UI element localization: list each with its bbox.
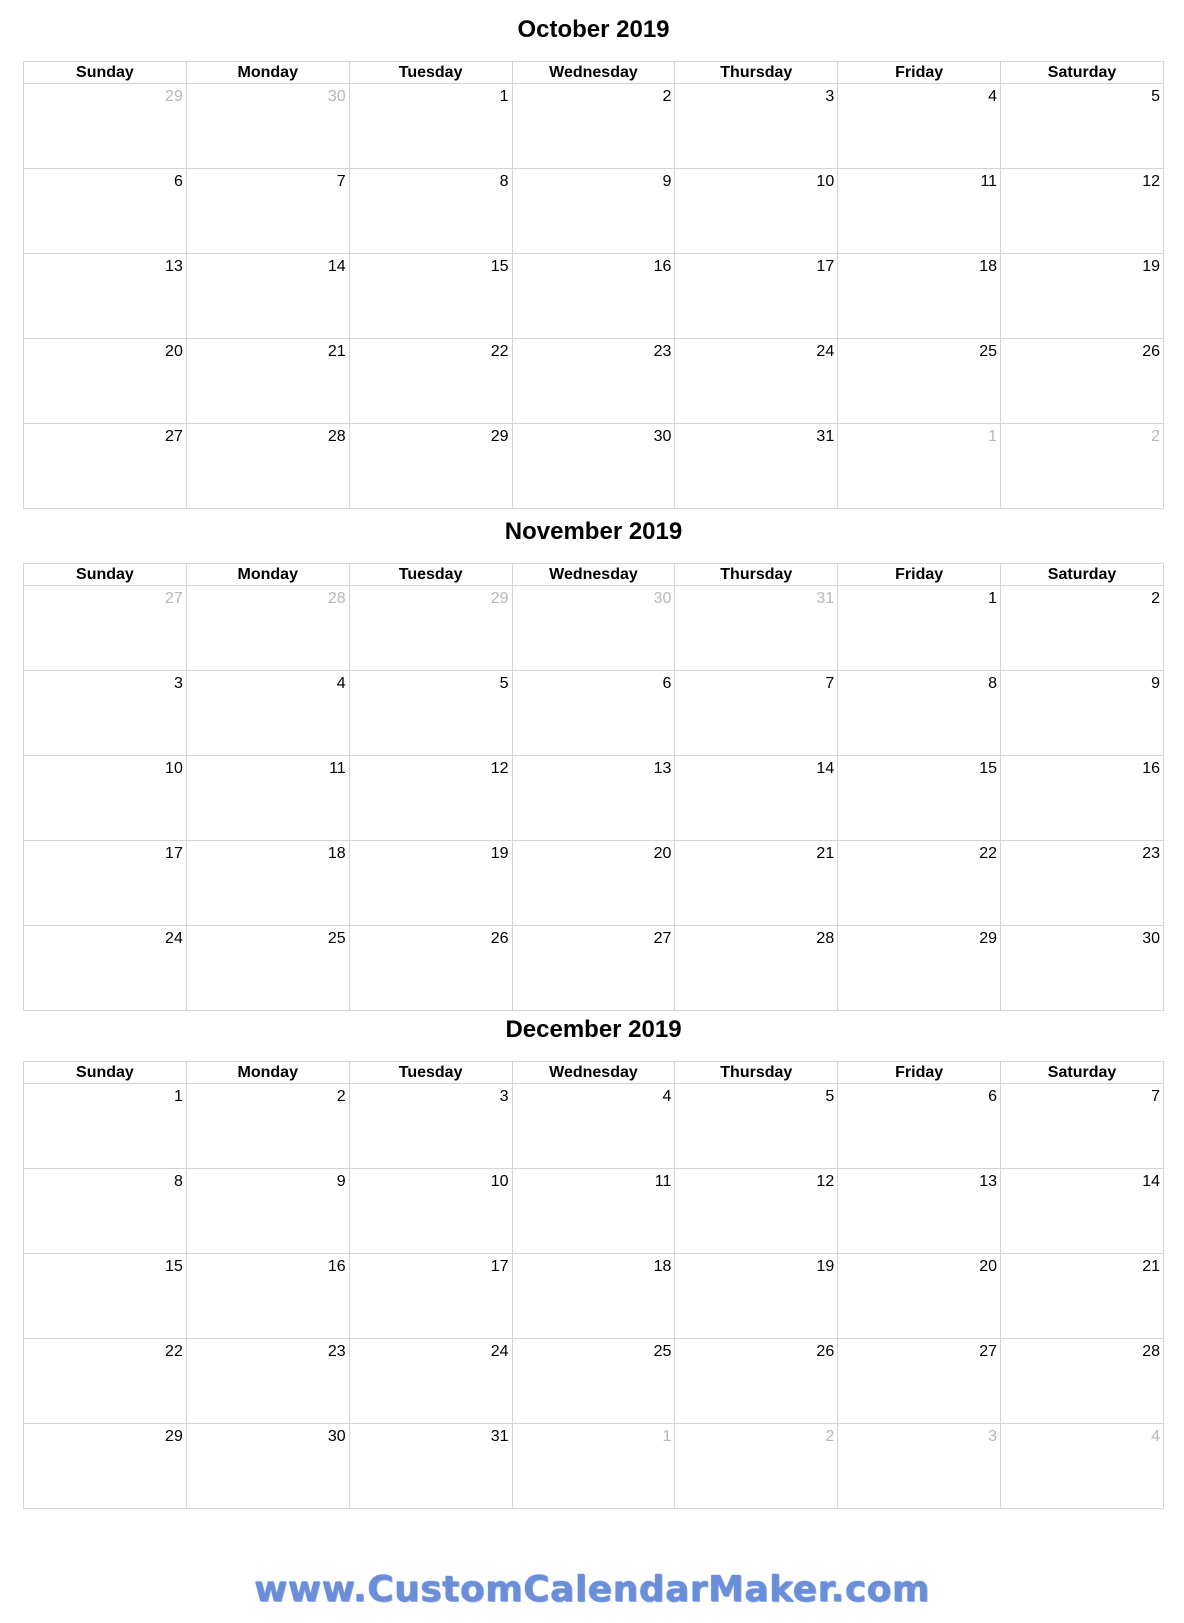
day-cell [512, 1339, 675, 1424]
day-cell [1001, 1169, 1164, 1254]
day-cell [186, 841, 349, 926]
weekday-header: Saturday [1001, 1062, 1164, 1084]
day-cell-outside-month [675, 586, 838, 671]
day-number: 2 [1151, 590, 1160, 607]
weekday-header-row [24, 62, 1164, 84]
weekday-header: Friday [838, 1062, 1001, 1084]
day-number: 1 [173, 1088, 183, 1105]
weekday-header: Thursday [675, 1062, 838, 1084]
weekday-header: Monday [186, 1062, 349, 1084]
day-number: 10 [165, 760, 183, 777]
day-cell [186, 254, 349, 339]
week-row [24, 1084, 1164, 1169]
day-number: 14 [1142, 1173, 1160, 1190]
day-cell [838, 671, 1001, 756]
month-title: October 2019 [517, 16, 670, 43]
day-number: 6 [988, 1088, 998, 1105]
day-number: 25 [653, 1343, 672, 1360]
day-cell [24, 1339, 187, 1424]
day-number: 3 [173, 675, 183, 692]
day-number: 1 [988, 590, 998, 607]
day-cell-outside-month [512, 1424, 675, 1509]
day-number: 9 [662, 173, 672, 190]
day-number: 3 [825, 88, 835, 105]
day-number: 31 [490, 1428, 509, 1445]
day-cell [1001, 1084, 1164, 1169]
day-number: 24 [165, 930, 183, 947]
week-row [24, 926, 1164, 1011]
day-cell [186, 1084, 349, 1169]
day-number: 27 [653, 930, 672, 947]
day-cell [349, 424, 512, 509]
day-cell [1001, 586, 1164, 671]
day-number: 29 [165, 1428, 183, 1445]
day-number: 20 [653, 845, 672, 862]
calendar-grid [23, 61, 1164, 509]
day-number: 23 [653, 343, 672, 360]
day-cell [838, 254, 1001, 339]
day-cell [349, 1254, 512, 1339]
day-number: 9 [1151, 675, 1160, 692]
month-october [23, 14, 1164, 445]
day-number: 4 [662, 1088, 672, 1105]
day-number: 19 [1142, 258, 1160, 275]
day-cell [675, 841, 838, 926]
day-cell [349, 169, 512, 254]
day-cell [1001, 254, 1164, 339]
day-cell [512, 169, 675, 254]
day-number: 24 [490, 1343, 509, 1360]
day-number: 16 [1142, 760, 1160, 777]
day-cell [186, 339, 349, 424]
day-cell [349, 254, 512, 339]
day-number: 13 [653, 760, 672, 777]
day-number: 30 [327, 88, 346, 105]
week-row [24, 1424, 1164, 1509]
weekday-header: Wednesday [512, 1062, 675, 1084]
day-number: 15 [490, 258, 509, 275]
day-cell [512, 1254, 675, 1339]
day-number: 6 [173, 173, 183, 190]
day-cell [186, 1169, 349, 1254]
day-number: 21 [327, 343, 346, 360]
day-cell [186, 926, 349, 1011]
weekday-header: Wednesday [512, 62, 675, 84]
day-number: 24 [816, 343, 835, 360]
weekday-header: Thursday [675, 564, 838, 586]
day-cell [186, 1254, 349, 1339]
day-cell [186, 756, 349, 841]
day-number: 10 [490, 1173, 509, 1190]
calendar-grid [23, 563, 1164, 1011]
day-cell [838, 169, 1001, 254]
day-number: 4 [988, 88, 998, 105]
day-number: 17 [490, 1258, 509, 1275]
day-cell [1001, 84, 1164, 169]
day-number: 12 [1142, 173, 1160, 190]
day-cell [1001, 169, 1164, 254]
day-cell [349, 1339, 512, 1424]
day-cell [349, 1169, 512, 1254]
day-number: 5 [499, 675, 509, 692]
day-number: 6 [662, 675, 672, 692]
day-cell [24, 254, 187, 339]
day-number: 23 [1142, 845, 1160, 862]
day-number: 28 [816, 930, 835, 947]
week-row [24, 1254, 1164, 1339]
week-row [24, 586, 1164, 671]
day-number: 30 [653, 590, 672, 607]
day-cell-outside-month [838, 424, 1001, 509]
day-number: 25 [327, 930, 346, 947]
week-row [24, 841, 1164, 926]
day-number: 27 [165, 428, 183, 445]
day-cell [675, 1169, 838, 1254]
day-cell [24, 424, 187, 509]
day-cell-outside-month [24, 84, 187, 169]
day-number: 17 [165, 845, 183, 862]
day-number: 3 [499, 1088, 509, 1105]
week-row [24, 671, 1164, 756]
day-number: 19 [816, 1258, 835, 1275]
day-number: 27 [165, 590, 183, 607]
day-number: 2 [1151, 428, 1160, 445]
day-number: 21 [1142, 1258, 1160, 1275]
day-cell-outside-month [186, 84, 349, 169]
day-number: 8 [173, 1173, 183, 1190]
day-number: 29 [979, 930, 998, 947]
day-number: 12 [816, 1173, 835, 1190]
day-number: 20 [165, 343, 183, 360]
day-cell [349, 1424, 512, 1509]
day-cell [24, 926, 187, 1011]
day-number: 13 [165, 258, 183, 275]
week-row [24, 169, 1164, 254]
day-cell [512, 339, 675, 424]
day-cell [24, 671, 187, 756]
weekday-header: Tuesday [349, 62, 512, 84]
day-cell [349, 84, 512, 169]
day-number: 26 [490, 930, 509, 947]
day-number: 29 [490, 428, 509, 445]
month-title: November 2019 [504, 518, 683, 545]
day-cell [675, 254, 838, 339]
day-cell [675, 1254, 838, 1339]
day-cell [512, 424, 675, 509]
day-number: 14 [816, 760, 835, 777]
day-cell [349, 339, 512, 424]
day-cell [838, 586, 1001, 671]
day-cell [349, 926, 512, 1011]
day-number: 17 [816, 258, 835, 275]
day-cell [675, 169, 838, 254]
day-cell [838, 1254, 1001, 1339]
day-number: 30 [327, 1428, 346, 1445]
weekday-header: Saturday [1001, 564, 1164, 586]
weekday-header: Sunday [24, 564, 187, 586]
day-cell [838, 1084, 1001, 1169]
day-cell-outside-month [1001, 1424, 1164, 1509]
day-cell-outside-month [186, 586, 349, 671]
weekday-header: Monday [186, 62, 349, 84]
day-number: 30 [653, 428, 672, 445]
day-number: 18 [979, 258, 998, 275]
day-number: 31 [816, 590, 835, 607]
day-cell [1001, 1339, 1164, 1424]
day-cell-outside-month [349, 586, 512, 671]
day-cell [512, 671, 675, 756]
day-cell [24, 169, 187, 254]
day-cell [838, 841, 1001, 926]
day-number: 14 [327, 258, 346, 275]
week-row [24, 756, 1164, 841]
day-cell [512, 84, 675, 169]
day-number: 18 [653, 1258, 672, 1275]
day-number: 1 [988, 428, 998, 445]
day-number: 8 [988, 675, 998, 692]
day-cell [24, 1169, 187, 1254]
day-cell [838, 756, 1001, 841]
day-number: 2 [825, 1428, 835, 1445]
month-december [23, 1014, 1164, 1445]
day-cell [24, 756, 187, 841]
week-row [24, 339, 1164, 424]
day-number: 27 [979, 1343, 998, 1360]
day-number: 23 [327, 1343, 346, 1360]
day-cell [349, 841, 512, 926]
day-cell [675, 1084, 838, 1169]
day-cell [186, 671, 349, 756]
weekday-header: Friday [838, 62, 1001, 84]
day-cell [1001, 756, 1164, 841]
day-cell [838, 84, 1001, 169]
day-number: 8 [499, 173, 509, 190]
day-cell [675, 1339, 838, 1424]
day-number: 11 [654, 1173, 672, 1190]
day-number: 12 [490, 760, 509, 777]
month-november [23, 516, 1164, 947]
day-cell [24, 841, 187, 926]
day-number: 15 [165, 1258, 183, 1275]
weekday-header: Saturday [1001, 62, 1164, 84]
day-number: 18 [327, 845, 346, 862]
day-cell [186, 1339, 349, 1424]
day-number: 30 [1142, 930, 1160, 947]
day-cell [349, 756, 512, 841]
week-row [24, 1169, 1164, 1254]
day-number: 22 [490, 343, 509, 360]
day-cell [24, 339, 187, 424]
day-number: 1 [662, 1428, 672, 1445]
day-number: 20 [979, 1258, 998, 1275]
day-cell [186, 424, 349, 509]
day-cell [1001, 339, 1164, 424]
day-cell [675, 84, 838, 169]
day-cell [838, 1169, 1001, 1254]
day-cell [512, 756, 675, 841]
day-cell-outside-month [838, 1424, 1001, 1509]
day-number: 26 [1142, 343, 1160, 360]
day-number: 11 [980, 173, 998, 190]
day-number: 2 [662, 88, 672, 105]
day-number: 19 [490, 845, 509, 862]
day-number: 10 [816, 173, 835, 190]
day-cell [349, 1084, 512, 1169]
day-number: 7 [825, 675, 835, 692]
weekday-header: Thursday [675, 62, 838, 84]
day-cell [349, 671, 512, 756]
day-cell [675, 926, 838, 1011]
weekday-header: Tuesday [349, 564, 512, 586]
day-number: 9 [336, 1173, 346, 1190]
day-number: 4 [1151, 1428, 1160, 1445]
weekday-header: Monday [186, 564, 349, 586]
day-number: 28 [327, 590, 346, 607]
day-cell [512, 926, 675, 1011]
day-number: 7 [1151, 1088, 1160, 1105]
day-cell-outside-month [1001, 424, 1164, 509]
day-cell [675, 756, 838, 841]
week-row [24, 424, 1164, 509]
day-cell-outside-month [24, 586, 187, 671]
day-cell [1001, 1254, 1164, 1339]
calendar-grid [23, 1061, 1164, 1509]
day-cell [838, 926, 1001, 1011]
day-number: 7 [336, 173, 346, 190]
weekday-header: Friday [838, 564, 1001, 586]
day-cell [838, 1339, 1001, 1424]
day-cell [186, 1424, 349, 1509]
day-number: 5 [1151, 88, 1160, 105]
day-cell [512, 1169, 675, 1254]
day-cell [24, 1424, 187, 1509]
day-number: 29 [165, 88, 183, 105]
day-cell-outside-month [675, 1424, 838, 1509]
day-cell [1001, 671, 1164, 756]
week-row [24, 1339, 1164, 1424]
week-row [24, 84, 1164, 169]
weekday-header-row [24, 1062, 1164, 1084]
day-cell [838, 339, 1001, 424]
week-row [24, 254, 1164, 339]
day-number: 13 [979, 1173, 998, 1190]
day-cell [1001, 926, 1164, 1011]
day-number: 31 [816, 428, 835, 445]
day-cell [675, 424, 838, 509]
day-cell [24, 1084, 187, 1169]
day-number: 26 [816, 1343, 835, 1360]
day-cell [24, 1254, 187, 1339]
website-watermark: www.CustomCalendarMaker.com [254, 1569, 930, 1610]
day-number: 21 [816, 845, 835, 862]
day-number: 28 [1142, 1343, 1160, 1360]
weekday-header: Sunday [24, 62, 187, 84]
weekday-header: Sunday [24, 1062, 187, 1084]
day-number: 28 [327, 428, 346, 445]
weekday-header: Tuesday [349, 1062, 512, 1084]
day-number: 5 [825, 1088, 835, 1105]
day-cell [512, 841, 675, 926]
day-number: 1 [499, 88, 509, 105]
weekday-header-row [24, 564, 1164, 586]
day-number: 16 [653, 258, 672, 275]
day-number: 2 [336, 1088, 346, 1105]
day-number: 15 [979, 760, 998, 777]
day-number: 22 [979, 845, 998, 862]
day-cell [512, 254, 675, 339]
day-number: 25 [979, 343, 998, 360]
day-number: 29 [490, 590, 509, 607]
day-number: 11 [329, 760, 346, 777]
day-cell [186, 169, 349, 254]
day-cell-outside-month [512, 586, 675, 671]
day-number: 22 [165, 1343, 183, 1360]
day-cell [512, 1084, 675, 1169]
day-cell [1001, 841, 1164, 926]
weekday-header: Wednesday [512, 564, 675, 586]
day-number: 4 [336, 675, 346, 692]
day-cell [675, 339, 838, 424]
day-number: 3 [988, 1428, 998, 1445]
day-number: 16 [327, 1258, 346, 1275]
month-title: December 2019 [505, 1016, 682, 1043]
day-cell [675, 671, 838, 756]
